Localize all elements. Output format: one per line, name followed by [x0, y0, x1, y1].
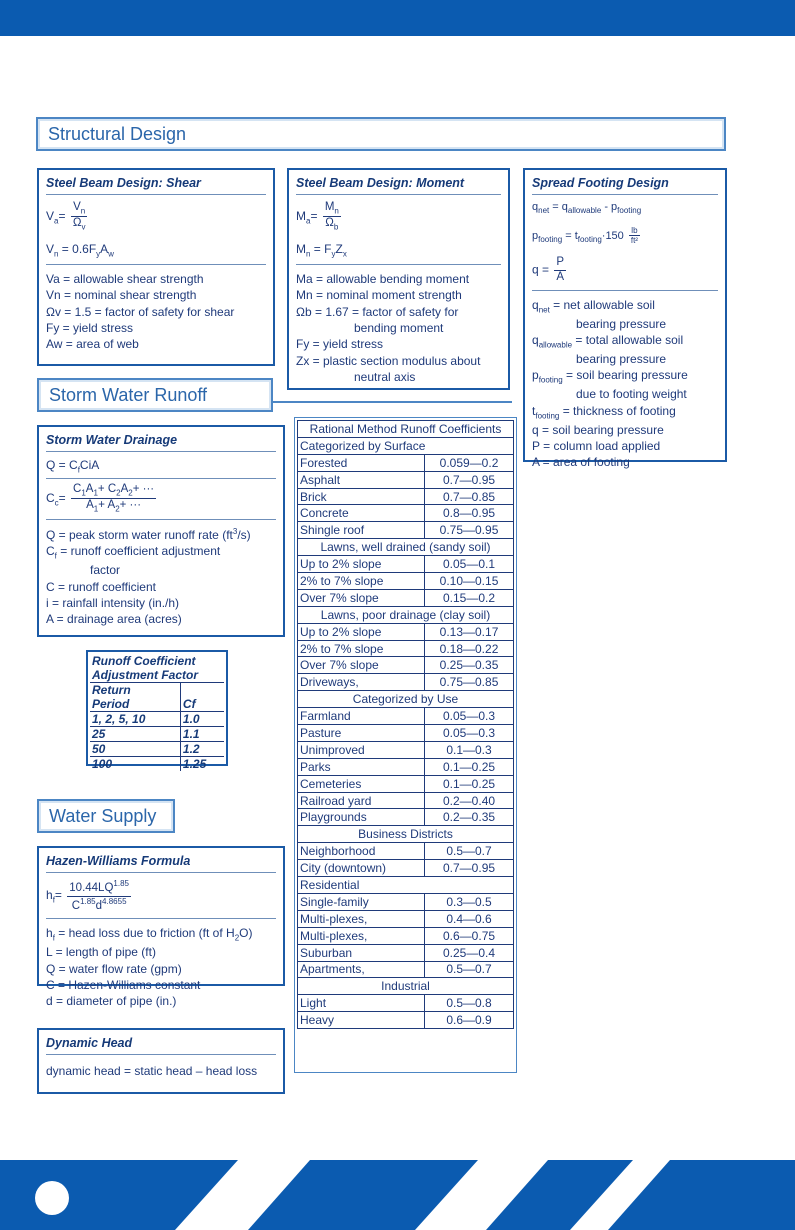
- table-row: [298, 454, 514, 471]
- definition: q = soil bearing pressure: [532, 422, 664, 437]
- column-header: Cf: [182, 697, 196, 711]
- formula-lhs: $M_a=$: [296, 208, 318, 225]
- coefficient-range: 0.059—0.2: [425, 454, 514, 471]
- box-title: Steel Beam Design: Moment: [296, 176, 501, 195]
- coefficient-range: 0.2—0.35: [425, 809, 514, 826]
- table-subheader-row: [298, 826, 514, 843]
- table-row: [298, 674, 514, 691]
- fraction-numerator: $10.44LQ^{1.85}$: [67, 879, 131, 897]
- coefficient-range: 0.2—0.40: [425, 792, 514, 809]
- surface-label: Over 7% slope: [298, 657, 425, 674]
- coefficient-range: 0.15—0.2: [425, 589, 514, 606]
- fraction-numerator: P: [554, 256, 566, 271]
- column-header: Return: [90, 683, 180, 698]
- fraction-denominator: ft²: [630, 236, 638, 246]
- surface-label: City (downtown): [298, 860, 425, 877]
- coefficient-range: 0.7—0.95: [425, 471, 514, 488]
- table-row: [90, 727, 224, 742]
- formula-allowable-shear: [46, 201, 266, 232]
- divider: [532, 290, 718, 291]
- fraction: [67, 879, 131, 913]
- formula-footing-pressure: $p_{footing} = t_{footing}\cdot 150$ $\frac{lb}{\text{ft²}}$: [532, 225, 638, 246]
- circle-icon: [35, 1181, 69, 1215]
- definition: Ωb = 1.67 = factor of safety for: [296, 304, 459, 319]
- definition: bearing pressure: [576, 351, 667, 366]
- definition: d = diameter of pipe (in.): [46, 994, 177, 1009]
- top-banner: [0, 0, 795, 36]
- coefficient-range: 0.13—0.17: [425, 623, 514, 640]
- surface-label: Suburban: [298, 944, 425, 961]
- period-cell: 100: [90, 757, 180, 772]
- table-row: [298, 573, 514, 590]
- surface-label: Brick: [298, 488, 425, 505]
- stripe: [415, 1160, 548, 1230]
- definition: $C_f$ = runoff coefficient adjustment: [46, 544, 221, 561]
- table-row: [298, 657, 514, 674]
- surface-label: Asphalt: [298, 471, 425, 488]
- surface-label: 2% to 7% slope: [298, 573, 425, 590]
- cf-cell: 1.2: [180, 742, 224, 757]
- surface-label: Multi-plexes,: [298, 927, 425, 944]
- formula-lhs: $C_c=$: [46, 490, 66, 507]
- fraction: [71, 483, 156, 514]
- category-header: Categorized by Surface: [298, 437, 514, 454]
- surface-label: Neighborhood: [298, 843, 425, 860]
- coefficient-range: 0.18—0.22: [425, 640, 514, 657]
- coefficient-range: 0.1—0.25: [425, 775, 514, 792]
- period-cell: 50: [90, 742, 180, 757]
- table-row: [90, 757, 224, 772]
- coefficient-range: 0.6—0.9: [425, 1012, 514, 1029]
- column-header: Period: [90, 697, 180, 712]
- definition: due to footing weight: [576, 387, 687, 402]
- definition: C = Hazen-Williams constant: [46, 978, 201, 993]
- fraction-denominator: $\Omega_b$: [325, 216, 339, 232]
- footer-stripes: [0, 1160, 795, 1230]
- definition: Ωv = 1.5 = factor of safety for shear: [46, 304, 235, 319]
- fraction-numerator: $V_n$: [73, 201, 86, 216]
- formula-lhs: $h_f=$: [46, 888, 62, 905]
- coefficient-range: 0.4—0.6: [425, 910, 514, 927]
- fraction: [71, 201, 88, 232]
- formula-head-loss: [46, 879, 276, 913]
- surface-label: Parks: [298, 758, 425, 775]
- divider: [46, 264, 266, 265]
- section-heading-text: Structural Design: [48, 124, 187, 144]
- surface-label: Apartments,: [298, 961, 425, 978]
- formula-net-bearing: $q_{net} = q_{allowable} - p_{footing}$: [532, 201, 642, 216]
- fraction-denominator: $\Omega_v$: [72, 216, 86, 232]
- table-row: [298, 1012, 514, 1029]
- table-row: [90, 742, 224, 757]
- formula-lhs: $V_a=$: [46, 208, 66, 225]
- definition: i = rainfall intensity (in./h): [46, 595, 180, 610]
- table-subheader-row: [298, 606, 514, 623]
- coefficient-range: 0.05—0.1: [425, 556, 514, 573]
- definition: $h_f$ = head loss due to friction (ft of $H_2O$): [46, 926, 253, 943]
- coefficient-range: 0.5—0.7: [425, 843, 514, 860]
- formula-lhs: q =: [532, 262, 550, 277]
- table-subheader-row: [298, 691, 514, 708]
- table-row: [298, 758, 514, 775]
- definition: Q = peak storm water runoff rate $(ft^3/s)$: [46, 526, 251, 542]
- fraction: [629, 226, 640, 246]
- coefficient-range: 0.1—0.3: [425, 741, 514, 758]
- table-subheader-row: [298, 437, 514, 454]
- definition: Q = water flow rate (gpm): [46, 961, 182, 976]
- table-row: [298, 741, 514, 758]
- formula-allowable-moment: [296, 201, 501, 232]
- period-cell: 25: [90, 727, 180, 742]
- formula-nominal-shear: $V_n = 0.6F_yA_w$: [46, 241, 114, 259]
- box-title: Steel Beam Design: Shear: [46, 176, 266, 195]
- section-heading-text: Storm Water Runoff: [49, 385, 208, 405]
- surface-label: Cemeteries: [298, 775, 425, 792]
- table-row: [298, 522, 514, 539]
- definition: Ma = allowable bending moment: [296, 271, 470, 286]
- rational-method-table: [294, 417, 517, 1073]
- table-title: Rational Method Runoff Coefficients: [298, 421, 514, 438]
- definition: $q_{allowable}$ = total allowable soil: [532, 332, 684, 350]
- section-heading-structural: [36, 117, 726, 151]
- coefficient-range: 0.25—0.4: [425, 944, 514, 961]
- table-row: [298, 910, 514, 927]
- definition: Aw = area of web: [46, 337, 139, 352]
- coefficient-range: 0.8—0.95: [425, 505, 514, 522]
- table-row: [298, 488, 514, 505]
- table-row: [298, 961, 514, 978]
- category-header: Industrial: [298, 978, 514, 995]
- section-heading-text: Water Supply: [49, 806, 157, 826]
- table-row: [298, 995, 514, 1012]
- formula-composite-coefficient: [46, 483, 276, 514]
- table-row: [298, 775, 514, 792]
- surface-label: 2% to 7% slope: [298, 640, 425, 657]
- definition: bending moment: [354, 320, 444, 335]
- box-title: Storm Water Drainage: [46, 433, 276, 452]
- fraction-numerator: $M_n$: [324, 201, 339, 216]
- definition: $p_{footing}$ = soil bearing pressure: [532, 368, 688, 385]
- table-row: [298, 860, 514, 877]
- table-row: [298, 809, 514, 826]
- divider: [296, 264, 501, 265]
- section-heading-water: [37, 799, 175, 833]
- definition: Vn = nominal shear strength: [46, 288, 197, 303]
- table-subheader-row: [298, 539, 514, 556]
- definition: Fy = yield stress: [46, 320, 134, 335]
- box-title: Dynamic Head: [46, 1036, 276, 1055]
- table-row: [298, 927, 514, 944]
- table-row: [298, 944, 514, 961]
- fraction-numerator: lb: [631, 225, 638, 235]
- formula-runoff: $Q = C_fCiA$: [46, 458, 100, 475]
- surface-label: Over 7% slope: [298, 589, 425, 606]
- surface-label: Multi-plexes,: [298, 910, 425, 927]
- coefficient-range: 0.6—0.75: [425, 927, 514, 944]
- table-row: [90, 712, 224, 727]
- dynamic-head-box: [37, 1028, 285, 1094]
- surface-label: Unimproved: [298, 741, 425, 758]
- fraction-numerator: $C_1A_1+ C_2A_2+$ ···: [73, 482, 155, 498]
- category-header: Business Districts: [298, 826, 514, 843]
- surface-label: Pasture: [298, 725, 425, 742]
- formula-nominal-moment: $M_n = F_yZ_x$: [296, 241, 347, 259]
- table-row: [298, 556, 514, 573]
- coefficient-range: 0.25—0.35: [425, 657, 514, 674]
- definition: $t_{footing}$ = thickness of footing: [532, 403, 676, 421]
- category-header: Lawns, well drained (sandy soil): [298, 539, 514, 556]
- surface-label: Driveways,: [298, 674, 425, 691]
- coefficient-range: 0.7—0.85: [425, 488, 514, 505]
- fraction: [323, 201, 341, 232]
- coefficient-range: 0.75—0.85: [425, 674, 514, 691]
- coefficient-range: 0.7—0.95: [425, 860, 514, 877]
- table-row: [298, 471, 514, 488]
- surface-label: Playgrounds: [298, 809, 425, 826]
- surface-label: Shingle roof: [298, 522, 425, 539]
- coefficient-range: 0.10—0.15: [425, 573, 514, 590]
- table-row: [298, 843, 514, 860]
- definition: Mn = nominal moment strength: [296, 288, 462, 303]
- table-subheader-row: [298, 877, 514, 894]
- surface-label: Light: [298, 995, 425, 1012]
- shear-formula-box: [37, 168, 275, 366]
- surface-label: Concrete: [298, 505, 425, 522]
- dynamic-head-formula: dynamic head = static head – head loss: [46, 1064, 258, 1078]
- surface-label: Single-family: [298, 893, 425, 910]
- table-row: [298, 589, 514, 606]
- coefficient-range: 0.75—0.95: [425, 522, 514, 539]
- table-row: [298, 640, 514, 657]
- definition: L = length of pipe (ft): [46, 945, 156, 960]
- coefficient-range: 0.3—0.5: [425, 893, 514, 910]
- formula-bearing-pressure: [532, 256, 718, 285]
- hazen-williams-box: [37, 846, 285, 1009]
- surface-label: Heavy: [298, 1012, 425, 1029]
- section-heading-storm: [37, 378, 273, 412]
- divider: [46, 478, 276, 479]
- coefficient-range: 0.1—0.25: [425, 758, 514, 775]
- definition: neutral axis: [354, 370, 416, 385]
- fraction-denominator: $A_1+ A_2+$ ···: [86, 498, 142, 514]
- moment-formula-box: [287, 168, 510, 390]
- table-row: [298, 792, 514, 809]
- table-title: Adjustment Factor: [90, 668, 224, 683]
- cf-cell: 1.1: [180, 727, 224, 742]
- stripe: [175, 1160, 310, 1230]
- table-row: [298, 893, 514, 910]
- cf-adjustment-table: [86, 650, 228, 771]
- category-header: Residential: [298, 877, 514, 894]
- connector-line: [273, 401, 512, 403]
- table-row: [298, 725, 514, 742]
- box-title: Spread Footing Design: [532, 176, 718, 195]
- box-title: Hazen-Williams Formula: [46, 854, 276, 873]
- definition: C = runoff coefficient: [46, 579, 156, 594]
- surface-label: Farmland: [298, 708, 425, 725]
- cf-cell: 1.25: [180, 757, 224, 772]
- definition: bearing pressure: [576, 316, 667, 331]
- coefficient-range: 0.5—0.7: [425, 961, 514, 978]
- surface-label: Up to 2% slope: [298, 556, 425, 573]
- coefficient-range: 0.05—0.3: [425, 725, 514, 742]
- cf-cell: 1.0: [180, 712, 224, 727]
- surface-label: Railroad yard: [298, 792, 425, 809]
- definition: Zx = plastic section modulus about: [296, 353, 481, 368]
- spread-footing-box: [523, 168, 727, 470]
- category-header: Lawns, poor drainage (clay soil): [298, 606, 514, 623]
- surface-label: Forested: [298, 454, 425, 471]
- table-row: [298, 623, 514, 640]
- divider: [46, 918, 276, 919]
- coefficient-range: 0.05—0.3: [425, 708, 514, 725]
- table-row: [298, 505, 514, 522]
- definition: A = area of footing: [532, 455, 630, 470]
- divider: [46, 519, 276, 520]
- category-header: Categorized by Use: [298, 691, 514, 708]
- definition: P = column load applied: [532, 439, 661, 454]
- definition: factor: [90, 563, 121, 578]
- cf-table: [90, 654, 224, 771]
- fraction-denominator: $C^{1.85}d^{4.8655}$: [71, 896, 127, 912]
- table-title: Runoff Coefficient: [92, 654, 196, 668]
- period-cell: 1, 2, 5, 10: [90, 712, 180, 727]
- runoff-coefficients-table: [297, 420, 514, 1029]
- storm-drainage-box: [37, 425, 285, 637]
- definition: Fy = yield stress: [296, 337, 384, 352]
- surface-label: Up to 2% slope: [298, 623, 425, 640]
- definition: $q_{net}$ = net allowable soil: [532, 297, 655, 314]
- definition: A = drainage area (acres): [46, 612, 182, 627]
- table-subheader-row: [298, 978, 514, 995]
- definition: Va = allowable shear strength: [46, 271, 204, 286]
- coefficient-range: 0.5—0.8: [425, 995, 514, 1012]
- footer-banner: [0, 1160, 795, 1230]
- table-row: [298, 708, 514, 725]
- fraction: [554, 256, 566, 285]
- fraction-denominator: A: [556, 270, 565, 283]
